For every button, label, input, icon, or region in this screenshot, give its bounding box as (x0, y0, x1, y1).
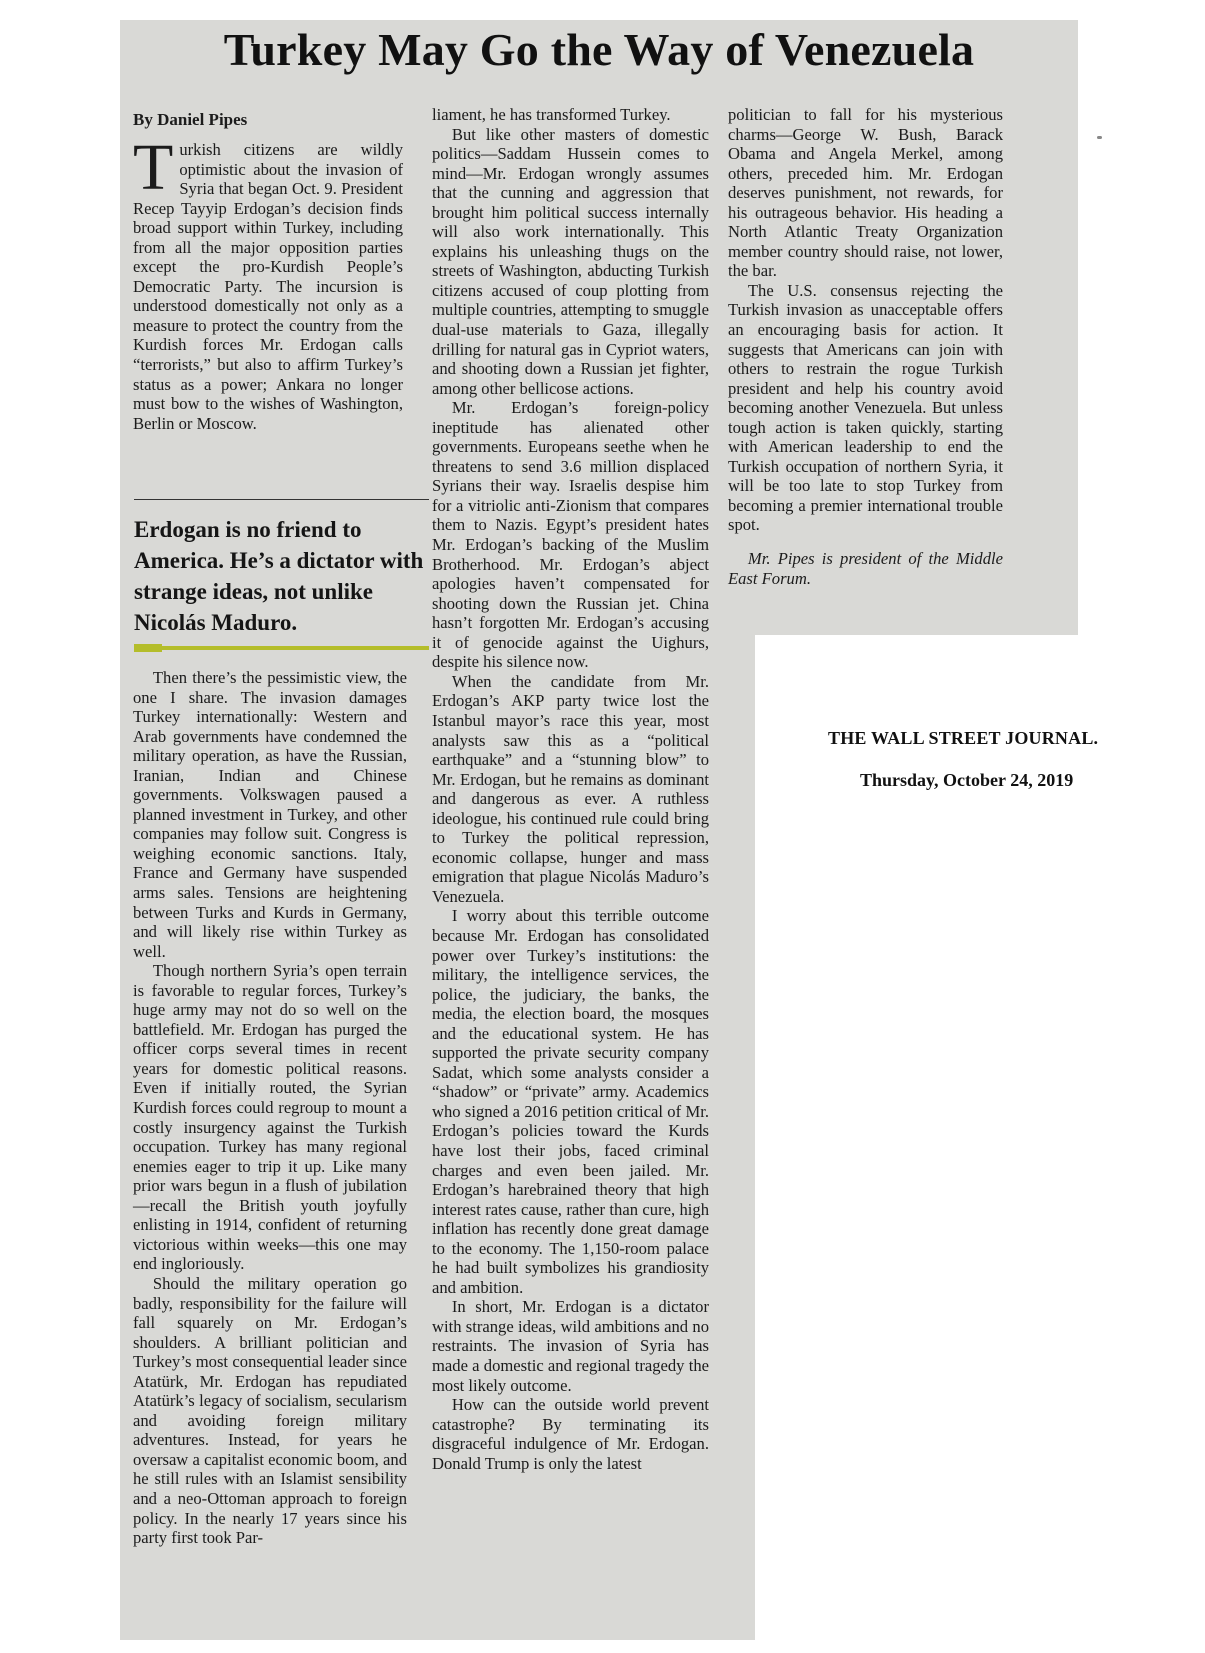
paragraph: Should the military operation go badly, responsibility for the failure will fall squarely on Mr. Erdogan’s shoulders. A brilliant politician and Turkey’s most consequential leader since Atatürk, Mr. Erdogan has repudiated Atatürk’s legacy of socialism, secularism and avoiding foreign military adventures. Instead, for years he oversaw a capitalist economic boom, and he still rules with an Islamist sensibility and a neo-Ottoman approach to foreign policy. In the nearly 17 years since his party first took Par- (133, 1273, 407, 1548)
column-3 (728, 105, 1003, 588)
paragraph: Though northern Syria’s open terrain is favorable to regular forces, Turkey’s huge army may not do so well on the battlefield. Mr. Erdogan has purged the officer corps several times in recent years for domestic political reasons. Even if initially routed, the Syrian Kurdish forces could regroup to mount a costly insurgency against the Turkish occupation. Turkey has many regional enemies eager to trip it up. Like many prior wars begun in a flush of jubilation—recall the British youth joyfully enlisting in 1914, confident of returning victorious within weeks—this one may end ingloriously. (133, 961, 407, 1274)
column-2 (432, 105, 709, 1473)
column-1-bottom (133, 668, 407, 1548)
lead-paragraph (133, 131, 403, 433)
column-1-top (133, 131, 403, 433)
pullquote-rule-top (134, 499, 429, 500)
headline: Turkey May Go the Way of Venezuela (223, 24, 975, 75)
publication-date: Thursday, October 24, 2019 (860, 770, 1074, 790)
paragraph-continued: liament, he has transformed Turkey. (432, 105, 671, 124)
newspaper-masthead: THE WALL STREET JOURNAL. (828, 728, 1099, 748)
paragraph: When the candidate from Mr. Erdogan’s AKP party twice lost the Istanbul mayor’s race this year, most analysts saw this as a “political earthquake” and a “stunning blow” to Mr. Erdogan, but he remains as dominant and dangerous as ever. A ruthless ideologue, his continued rule could bring to Turkey the political repression, economic collapse, hunger and mass emigration that plague Nicolás Maduro’s Venezuela. (432, 671, 709, 906)
paragraph: I worry about this terrible outcome because Mr. Erdogan has consolidated power over Turkey’s institutions: the military, the intelligence services, the police, the judiciary, the banks, the media, the election board, the mosques and the educational system. He has supported the private security company Sadat, which some analysts consider a “shadow” or “private” army. Academics who signed a 2016 petition critical of Mr. Erdogan’s policies toward the Kurds have lost their jobs, faced criminal charges and even been jailed. Mr. Erdogan’s harebrained theory that high interest rates cause, rather than cure, high inflation has recently done great damage to the economy. The 1,150-room palace he had built symbolizes his grandiosity and ambition. (432, 906, 709, 1297)
pullquote-rule-bottom (134, 646, 429, 650)
drop-cap: T (133, 131, 174, 204)
lead-text: urkish citizens are wildly optimistic about the invasion of Syria that began Oct. 9. President Recep Tayyip Erdogan’s decision finds broad support within Turkey, including from all the major opposition parties except the pro-Kurdish People’s Democratic Party. The incursion is understood domestically not only as a measure to protect the country from the Kurdish forces Mr. Erdogan calls “terrorists,” but also to affirm Turkey’s status as a power; Ankara no longer must bow to the wishes of Washington, Berlin or Moscow. (133, 140, 403, 433)
author-bio: Mr. Pipes is president of the Middle East Forum. (728, 549, 1003, 588)
paragraph: In short, Mr. Erdogan is a dictator with strange ideas, wild ambitions and no restraints. The invasion of Syria has made a domestic and regional tragedy the most likely outcome. (432, 1297, 709, 1395)
byline: By Daniel Pipes (133, 110, 248, 129)
pull-quote: Erdogan is no friend to America. He’s a dictator with strange ideas, not unlike Nicolás Maduro. (134, 517, 424, 635)
paragraph-continued: politician to fall for his mysterious charms—George W. Bush, Barack Obama and Angela Merkel, among others, preceded him. Mr. Erdogan deserves punishment, not rewards, for his outrageous behavior. His heading a North Atlantic Treaty Organization member country should raise, not lower, the bar. (728, 105, 1003, 281)
paragraph: The U.S. consensus rejecting the Turkish invasion as unacceptable offers an encouraging basis for action. It suggests that Americans can join with others to restrain the rogue Turkish president and help his country avoid becoming another Venezuela. But unless tough action is taken quickly, starting with American leadership to end the Turkish occupation of northern Syria, it will be too late to stop Turkey from becoming a premier international trouble spot. (728, 280, 1003, 535)
paragraph: But like other masters of domestic politics—Saddam Hussein comes to mind—Mr. Erdogan wrongly assumes that the cunning and aggression that brought him political success internally will also work internationally. This explains his unleashing thugs on the streets of Washington, abducting Turkish citizens accused of coup plotting from multiple countries, attempting to smuggle dual-use materials to Gaza, illegally drilling for natural gas in Cypriot waters, and shooting down a Russian jet fighter, among other bellicose actions. (432, 124, 709, 398)
paragraph: Then there’s the pessimistic view, the one I share. The invasion damages Turkey internationally: Western and Arab governments have condemned the military operation, as have the Russian, Iranian, Indian and Chinese governments. Volkswagen paused a planned investment in Turkey, and other companies may follow suit. Congress is weighing economic sanctions. Italy, France and Germany have suspended arms sales. Tensions are heightening between Turks and Kurds in Germany, and will likely rise within Turkey as well. (133, 668, 407, 961)
paragraph: Mr. Erdogan’s foreign-policy ineptitude has alienated other governments. Europeans seethe when he threatens to send 3.6 million displaced Syrians their way. Israelis despise him for a vitriolic anti-Zionism that compares them to Nazis. Egypt’s president hates Mr. Erdogan’s backing of the Muslim Brotherhood. Mr. Erdogan’s abject apologies haven’t compensated for shooting down the Russian jet. China hasn’t forgotten Mr. Erdogan’s accusing it of genocide against the Uighurs, despite his silence now. (432, 398, 709, 672)
scan-speck (1097, 136, 1102, 139)
paragraph: How can the outside world prevent catastrophe? By terminating its disgraceful indulgence of Mr. Erdogan. Donald Trump is only the latest (432, 1395, 709, 1473)
